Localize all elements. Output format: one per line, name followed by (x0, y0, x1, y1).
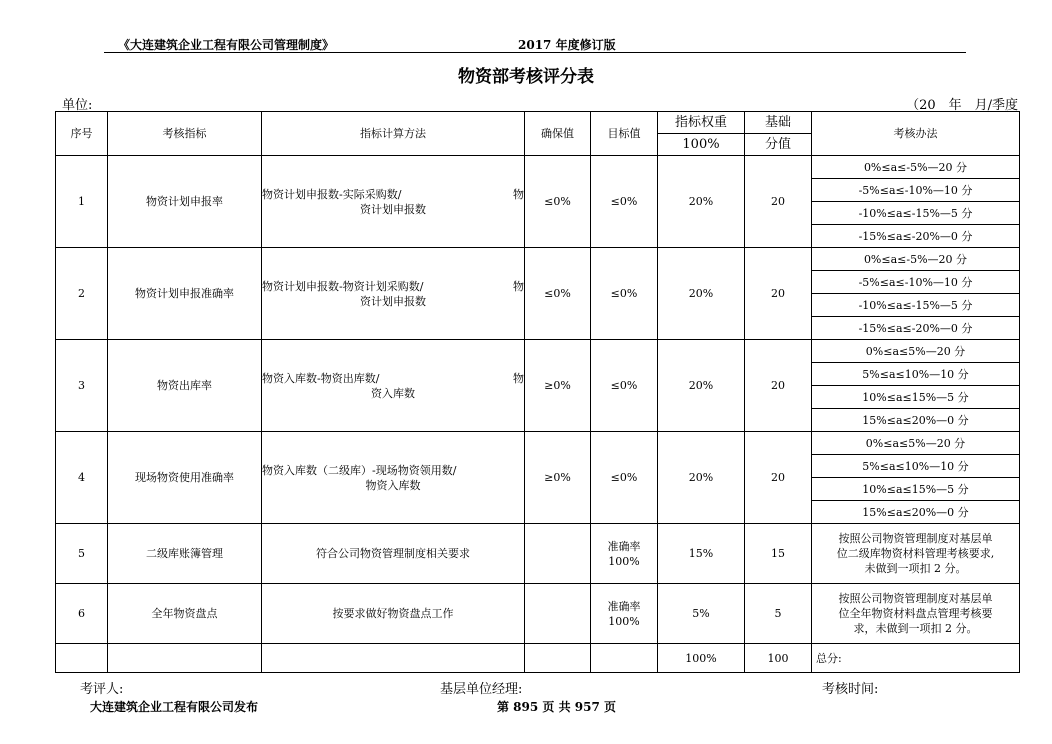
rule-cell: 5%≤a≤10%—10 分 (812, 363, 1020, 386)
row-target: ≤0% (591, 248, 658, 340)
rule-cell: -10%≤a≤-15%—5 分 (812, 202, 1020, 225)
method-line-2: 资计划申报数 (360, 202, 426, 216)
unit-label: 单位: (62, 98, 93, 113)
row-method (262, 432, 525, 524)
publisher-label: 大连建筑企业工程有限公司发布 (90, 700, 259, 714)
period-label: （20 年 月/季度 (906, 98, 1018, 113)
assessment-time-label: 考核时间: (822, 682, 879, 697)
table-row (56, 432, 1020, 455)
row-indicator: 全年物资盘点 (108, 584, 262, 644)
rule-cell (812, 524, 1020, 584)
table-row (56, 584, 1020, 644)
row-guarantee (525, 524, 591, 584)
rule-cell: -15%≤a≤-20%—0 分 (812, 317, 1020, 340)
row-indicator: 物资出库率 (108, 340, 262, 432)
rule-line-2: 位二级库物资材料管理考核要求, (836, 547, 995, 560)
total-weight: 100% (658, 644, 745, 673)
method-line-2: 资计划申报数 (360, 294, 426, 308)
method-line-1: 物资计划申报数-实际采购数/ (262, 187, 402, 201)
target-line-1: 准确率 (607, 539, 641, 553)
row-method: 符合公司物资管理制度相关要求 (262, 524, 525, 584)
rule-cell (812, 584, 1020, 644)
row-base: 20 (745, 156, 812, 248)
rule-cell: 10%≤a≤15%—5 分 (812, 386, 1020, 409)
row-weight: 20% (658, 432, 745, 524)
row-method: 按要求做好物资盘点工作 (262, 584, 525, 644)
method-line-1-tail: 物 (513, 371, 524, 385)
row-indicator: 现场物资使用准确率 (108, 432, 262, 524)
row-weight: 20% (658, 248, 745, 340)
table-row (56, 248, 1020, 271)
row-seq: 6 (56, 584, 108, 644)
col-weight: 指标权重 (658, 112, 745, 134)
rule-cell: 0%≤a≤-5%—20 分 (812, 248, 1020, 271)
assessor-label: 考评人: (80, 682, 124, 697)
row-base: 15 (745, 524, 812, 584)
method-line-1: 物资计划申报数-物资计划采购数/ (262, 279, 424, 293)
col-base-sub: 分值 (745, 134, 812, 156)
method-line-1: 物资入库数-物资出库数/ (262, 371, 380, 385)
rule-cell: 15%≤a≤20%—0 分 (812, 501, 1020, 524)
row-indicator: 物资计划申报准确率 (108, 248, 262, 340)
row-base: 20 (745, 340, 812, 432)
row-seq: 4 (56, 432, 108, 524)
rule-line-1: 按照公司物资管理制度对基层单 (838, 532, 993, 545)
rule-cell: 0%≤a≤5%—20 分 (812, 340, 1020, 363)
row-base: 20 (745, 432, 812, 524)
row-method (262, 248, 525, 340)
col-approach: 考核办法 (812, 112, 1020, 156)
page-title: 物资部考核评分表 (458, 67, 594, 87)
col-base: 基础 (745, 112, 812, 134)
rule-cell: 0%≤a≤5%—20 分 (812, 432, 1020, 455)
method-line-1: 物资入库数（二级库）-现场物资领用数/ (262, 463, 457, 477)
manager-label: 基层单位经理: (440, 682, 523, 697)
row-target: ≤0% (591, 156, 658, 248)
method-line-1-tail: 物 (513, 279, 524, 293)
row-seq: 2 (56, 248, 108, 340)
target-line-2: 100% (608, 554, 640, 568)
row-base: 5 (745, 584, 812, 644)
rule-cell: -15%≤a≤-20%—0 分 (812, 225, 1020, 248)
rule-cell: 10%≤a≤15%—5 分 (812, 478, 1020, 501)
row-guarantee: ≥0% (525, 432, 591, 524)
row-seq: 3 (56, 340, 108, 432)
rule-cell: -5%≤a≤-10%—10 分 (812, 271, 1020, 294)
row-guarantee: ≤0% (525, 248, 591, 340)
rule-line-2: 位全年物资材料盘点管理考核要 (838, 607, 993, 620)
rule-cell: 15%≤a≤20%—0 分 (812, 409, 1020, 432)
col-indicator: 考核指标 (108, 112, 262, 156)
col-guarantee: 确保值 (525, 112, 591, 156)
col-target: 目标值 (591, 112, 658, 156)
row-target (591, 524, 658, 584)
row-guarantee (525, 584, 591, 644)
row-guarantee: ≥0% (525, 340, 591, 432)
document-series-title: 《大连建筑企业工程有限公司管理制度》 (118, 38, 335, 52)
assessment-table (55, 111, 1020, 673)
rule-line-3: 求，未做到一项扣 2 分。 (853, 622, 978, 635)
row-method (262, 156, 525, 248)
rule-line-3: 未做到一项扣 2 分。 (864, 562, 967, 575)
method-line-2: 资入库数 (371, 386, 415, 400)
col-seq: 序号 (56, 112, 108, 156)
table-row (56, 340, 1020, 363)
col-method: 指标计算方法 (262, 112, 525, 156)
rule-cell: 5%≤a≤10%—10 分 (812, 455, 1020, 478)
row-indicator: 物资计划申报率 (108, 156, 262, 248)
row-weight: 15% (658, 524, 745, 584)
row-indicator: 二级库账簿管理 (108, 524, 262, 584)
target-line-1: 准确率 (607, 599, 641, 613)
total-score-label: 总分: (812, 644, 1020, 673)
rule-line-1: 按照公司物资管理制度对基层单 (838, 592, 993, 605)
row-seq: 1 (56, 156, 108, 248)
table-row (56, 524, 1020, 584)
header-rule (104, 52, 966, 53)
target-line-2: 100% (608, 614, 640, 628)
col-weight-sub: 100% (658, 134, 745, 156)
table-row (56, 156, 1020, 179)
row-weight: 20% (658, 340, 745, 432)
row-target (591, 584, 658, 644)
total-row (56, 644, 1020, 673)
page-number: 第 895 页 共 957 页 (497, 700, 616, 714)
row-weight: 20% (658, 156, 745, 248)
row-guarantee: ≤0% (525, 156, 591, 248)
row-target: ≤0% (591, 340, 658, 432)
edition-label: 2017 年度修订版 (518, 38, 616, 52)
row-target: ≤0% (591, 432, 658, 524)
row-seq: 5 (56, 524, 108, 584)
row-base: 20 (745, 248, 812, 340)
rule-cell: 0%≤a≤-5%—20 分 (812, 156, 1020, 179)
rule-cell: -10%≤a≤-15%—5 分 (812, 294, 1020, 317)
row-weight: 5% (658, 584, 745, 644)
method-line-2: 物资入库数 (365, 478, 421, 492)
method-line-1-tail: 物 (513, 187, 524, 201)
total-base: 100 (745, 644, 812, 673)
rule-cell: -5%≤a≤-10%—10 分 (812, 179, 1020, 202)
header-row (56, 112, 1020, 134)
row-method (262, 340, 525, 432)
